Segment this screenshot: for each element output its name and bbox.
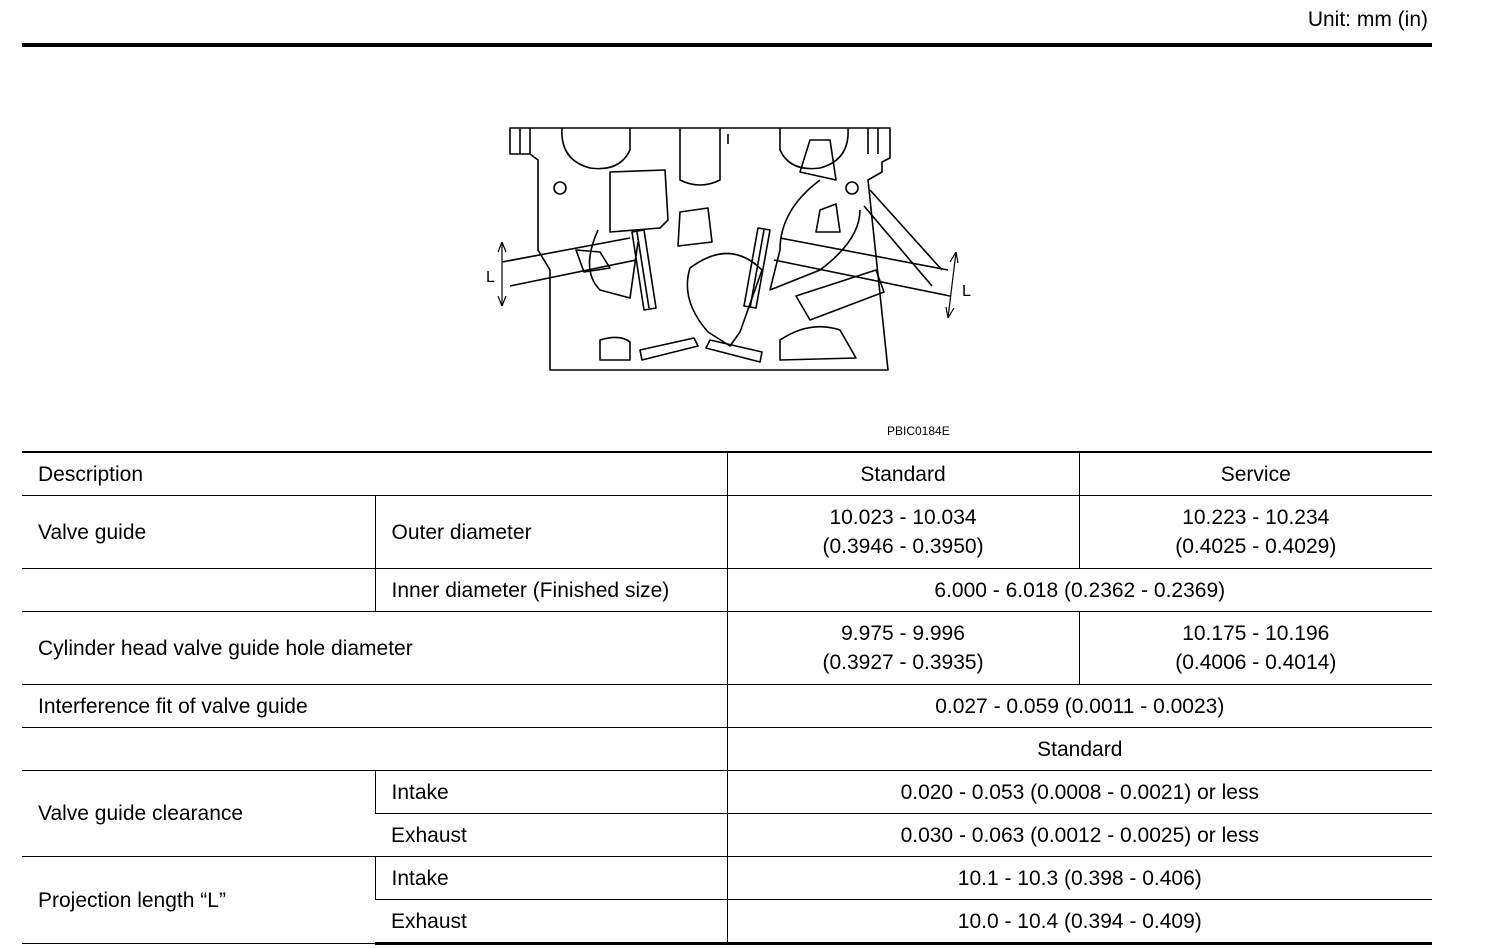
hole-diameter-service — [1079, 612, 1432, 685]
projection-intake-value: 10.1 - 10.3 (0.398 - 0.406) — [727, 857, 1432, 900]
header-description: Description — [22, 452, 727, 496]
hole-standard-mm: 9.975 - 9.996 — [841, 622, 965, 645]
table-row — [22, 857, 1432, 900]
empty-cell — [22, 569, 375, 612]
empty-cell — [22, 728, 727, 771]
top-rule — [22, 43, 1432, 47]
clearance-intake-value: 0.020 - 0.053 (0.0008 - 0.0021) or less — [727, 771, 1432, 814]
outer-service-in: (0.4025 - 0.4029) — [1175, 535, 1337, 558]
header-service: Service — [1079, 452, 1432, 496]
table-row — [22, 771, 1432, 814]
outer-diameter-service — [1079, 496, 1432, 569]
clearance-intake-label: Intake — [375, 771, 727, 814]
table-row — [22, 569, 1432, 612]
unit-label: Unit: mm (in) — [1307, 8, 1428, 31]
dimension-label-right: L — [962, 283, 971, 300]
hole-diameter-standard — [727, 612, 1079, 685]
hole-diameter-label: Cylinder head valve guide hole diameter — [22, 612, 727, 685]
projection-label: Projection length “L” — [22, 857, 375, 944]
subheader-standard: Standard — [727, 728, 1432, 771]
valve-guide-label: Valve guide — [22, 496, 375, 569]
inner-diameter-value: 6.000 - 6.018 (0.2362 - 0.2369) — [727, 569, 1432, 612]
hole-service-mm: 10.175 - 10.196 — [1182, 622, 1330, 645]
outer-diameter-label: Outer diameter — [375, 496, 727, 569]
inner-diameter-label: Inner diameter (Finished size) — [375, 569, 727, 612]
cylinder-head-illustration — [480, 120, 980, 382]
outer-standard-in: (0.3946 - 0.3950) — [822, 535, 984, 558]
table-subheader-row — [22, 728, 1432, 771]
table-row — [22, 685, 1432, 728]
clearance-exhaust-value: 0.030 - 0.063 (0.0012 - 0.0025) or less — [727, 814, 1432, 857]
table-row — [22, 496, 1432, 569]
projection-exhaust-label: Exhaust — [375, 900, 727, 944]
interference-fit-label: Interference fit of valve guide — [22, 685, 727, 728]
interference-fit-value: 0.027 - 0.059 (0.0011 - 0.0023) — [727, 685, 1432, 728]
outer-standard-mm: 10.023 - 10.034 — [829, 506, 977, 529]
hole-service-in: (0.4006 - 0.4014) — [1175, 651, 1337, 674]
hole-standard-in: (0.3927 - 0.3935) — [822, 651, 984, 674]
figure-code: PBIC0184E — [887, 424, 950, 438]
table-header-row — [22, 452, 1432, 496]
projection-exhaust-value: 10.0 - 10.4 (0.394 - 0.409) — [727, 900, 1432, 944]
outer-diameter-standard — [727, 496, 1079, 569]
table-row — [22, 612, 1432, 685]
clearance-label: Valve guide clearance — [22, 771, 375, 857]
header-standard: Standard — [727, 452, 1079, 496]
valve-guide-spec-table — [22, 451, 1432, 945]
outer-service-mm: 10.223 - 10.234 — [1182, 506, 1330, 529]
clearance-exhaust-label: Exhaust — [375, 814, 727, 857]
dimension-label-left: L — [486, 269, 495, 286]
projection-intake-label: Intake — [375, 857, 727, 900]
